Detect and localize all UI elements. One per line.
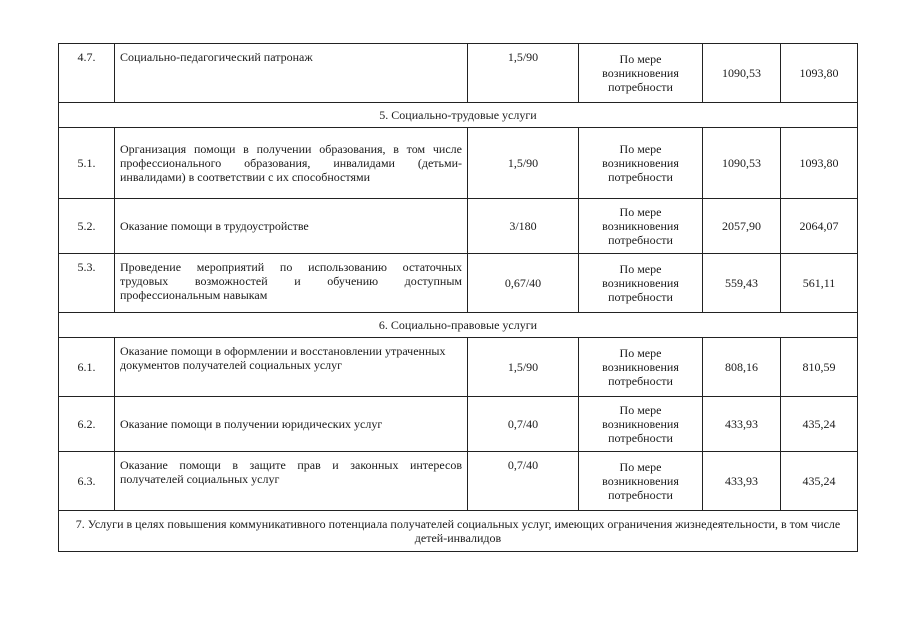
price-2023: 559,43 — [703, 254, 781, 313]
row-number: 6.1. — [59, 338, 115, 397]
table-row — [59, 254, 858, 313]
row-number: 5.1. — [59, 128, 115, 199]
frequency-line: По мере — [619, 346, 662, 360]
frequency-line: потребности — [608, 290, 673, 304]
service-volume: 1,5/90 — [468, 128, 579, 199]
services-table — [58, 43, 858, 552]
frequency-line: возникновения — [602, 360, 679, 374]
section-title: 7. Услуги в целях повышения коммуникативного потенциала получателей социальных услуг, имеющих ограничения жизнедеятельности, в том числе детей-инвалидов — [59, 511, 858, 552]
service-frequency — [579, 199, 703, 254]
table-row — [59, 128, 858, 199]
price-2024: 435,24 — [781, 452, 858, 511]
price-2024: 435,24 — [781, 397, 858, 452]
price-2024: 1093,80 — [781, 128, 858, 199]
section-title: 5. Социально-трудовые услуги — [59, 103, 858, 128]
table-row — [59, 44, 858, 103]
service-volume: 0,7/40 — [468, 397, 579, 452]
frequency-line: потребности — [608, 488, 673, 502]
section-row — [59, 511, 858, 552]
service-name: Проведение мероприятий по использованию остаточных трудовых возможностей и обучению доступным профессиональным навыкам — [115, 254, 468, 313]
price-2023: 433,93 — [703, 452, 781, 511]
service-name: Социально-педагогический патронаж — [115, 44, 468, 103]
table-row — [59, 199, 858, 254]
price-2023: 2057,90 — [703, 199, 781, 254]
row-number: 5.3. — [59, 254, 115, 313]
price-2023: 1090,53 — [703, 128, 781, 199]
service-name: Оказание помощи в оформлении и восстановлении утраченных документов получателей социальных услуг — [115, 338, 468, 397]
service-volume: 1,5/90 — [468, 44, 579, 103]
frequency-line: По мере — [619, 460, 662, 474]
price-2023: 433,93 — [703, 397, 781, 452]
price-2024: 561,11 — [781, 254, 858, 313]
service-name: Оказание помощи в защите прав и законных интересов получателей социальных услуг — [115, 452, 468, 511]
service-frequency — [579, 44, 703, 103]
price-2024: 2064,07 — [781, 199, 858, 254]
service-volume: 1,5/90 — [468, 338, 579, 397]
price-2023: 808,16 — [703, 338, 781, 397]
service-frequency — [579, 397, 703, 452]
section-row — [59, 313, 858, 338]
section-title: 6. Социально-правовые услуги — [59, 313, 858, 338]
section-row — [59, 103, 858, 128]
frequency-line: возникновения — [602, 219, 679, 233]
price-2024: 1093,80 — [781, 44, 858, 103]
frequency-line: возникновения — [602, 66, 679, 80]
table-row — [59, 452, 858, 511]
frequency-line: По мере — [619, 52, 662, 66]
service-volume: 0,67/40 — [468, 254, 579, 313]
frequency-line: потребности — [608, 233, 673, 247]
service-name: Организация помощи в получении образования, в том числе профессионального образования, инвалидами (детьми-инвалидами) в соответствии с их способностями — [115, 128, 468, 199]
price-2024: 810,59 — [781, 338, 858, 397]
table-row — [59, 397, 858, 452]
frequency-line: возникновения — [602, 156, 679, 170]
frequency-line: возникновения — [602, 417, 679, 431]
frequency-line: По мере — [619, 142, 662, 156]
row-number: 6.3. — [59, 452, 115, 511]
service-name: Оказание помощи в трудоустройстве — [115, 199, 468, 254]
service-volume: 0,7/40 — [468, 452, 579, 511]
frequency-line: потребности — [608, 80, 673, 94]
row-number: 4.7. — [59, 44, 115, 103]
frequency-line: потребности — [608, 170, 673, 184]
service-frequency — [579, 338, 703, 397]
service-frequency — [579, 128, 703, 199]
frequency-line: возникновения — [602, 474, 679, 488]
row-number: 6.2. — [59, 397, 115, 452]
frequency-line: возникновения — [602, 276, 679, 290]
frequency-line: По мере — [619, 262, 662, 276]
row-number: 5.2. — [59, 199, 115, 254]
frequency-line: По мере — [619, 205, 662, 219]
frequency-line: потребности — [608, 374, 673, 388]
table-row — [59, 338, 858, 397]
service-volume: 3/180 — [468, 199, 579, 254]
service-frequency — [579, 254, 703, 313]
service-name: Оказание помощи в получении юридических услуг — [115, 397, 468, 452]
price-2023: 1090,53 — [703, 44, 781, 103]
service-frequency — [579, 452, 703, 511]
frequency-line: По мере — [619, 403, 662, 417]
frequency-line: потребности — [608, 431, 673, 445]
